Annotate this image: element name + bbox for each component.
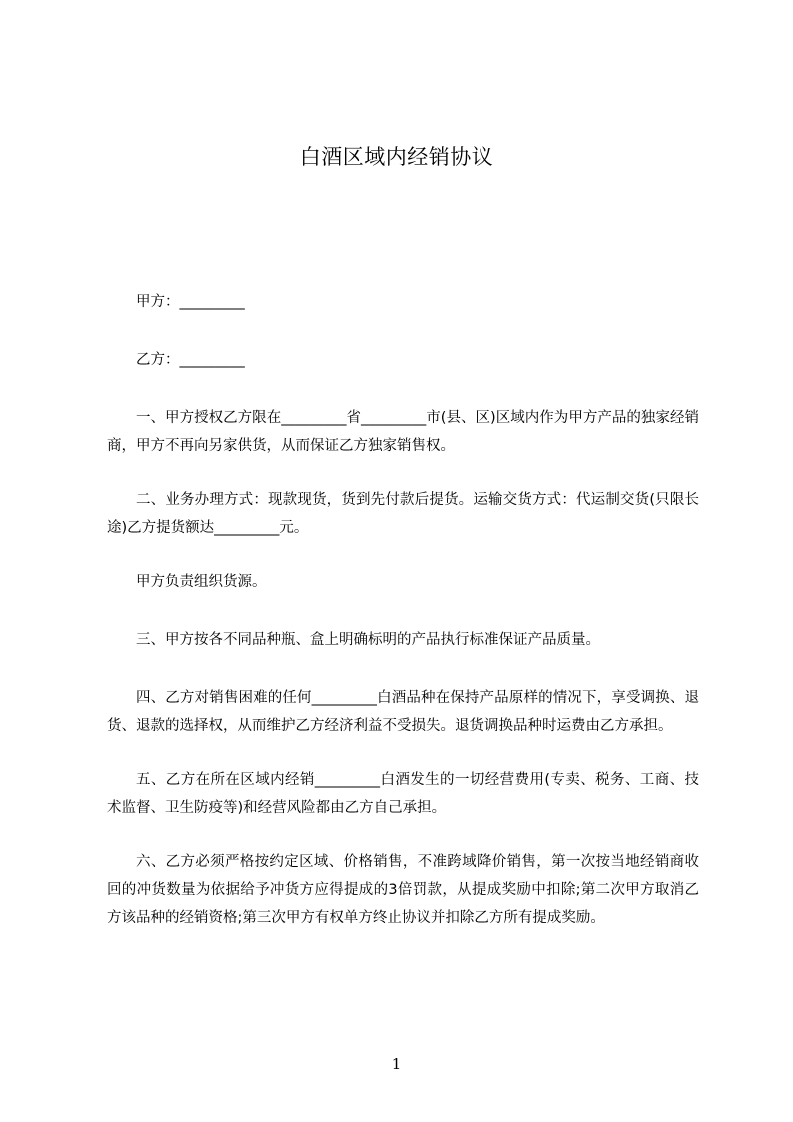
document-body [107, 288, 699, 958]
document-title: 白酒区域内经销协议 [299, 145, 494, 169]
clause-1: 一、甲方授权乙方限在_________省_________市(县、区)区域内作为甲方产品的独家经销商，甲方不再向另家供货，从而保证乙方独家销售权。 [107, 410, 699, 454]
clause-4: 四、乙方对销售困难的任何_________白酒品种在保持产品原样的情况下，享受调换、退货、退款的选择权，从而维护乙方经济利益不受损失。退货调换品种时运费由乙方承担。 [107, 690, 699, 734]
supply-note: 甲方负责组织货源。 [136, 574, 267, 590]
clause-2: 二、业务办理方式：现款现货，货到先付款后提货。运输交货方式：代运制交货(只限长途)乙方提货额达_________元。 [107, 492, 699, 536]
clause-6: 六、乙方必须严格按约定区域、价格销售，不准跨域降价销售，第一次按当地经销商收回的冲货数量为依据给予冲货方应得提成的3倍罚款，从提成奖励中扣除;第二次甲方取消乙方该品种的经销资格;第三次甲方有权单方终止协议并扣除乙方所有提成奖励。 [107, 854, 699, 926]
page-number: 1 [391, 1055, 402, 1073]
party-a-line: 甲方：_________ [136, 294, 245, 310]
clause-3: 三、甲方按各不同品种瓶、盒上明确标明的产品执行标准保证产品质量。 [136, 632, 600, 648]
clause-5: 五、乙方在所在区域内经销_________白酒发生的一切经营费用(专卖、税务、工商、技术监督、卫生防疫等)和经营风险都由乙方自己承担。 [107, 772, 699, 816]
party-b-line: 乙方：_________ [136, 352, 245, 368]
